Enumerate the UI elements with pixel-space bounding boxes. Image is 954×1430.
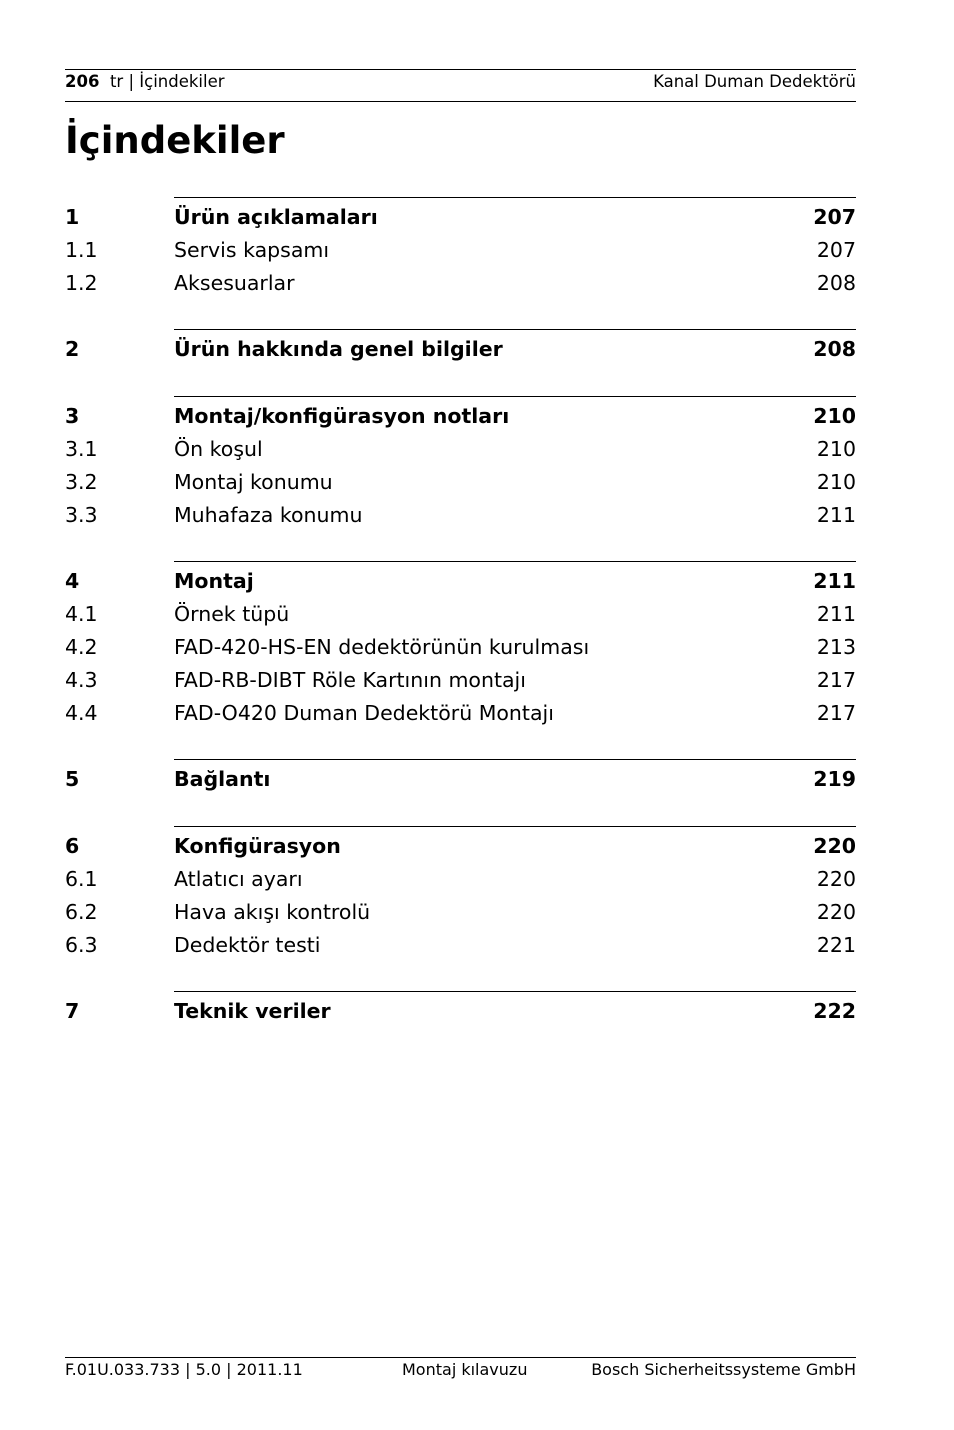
toc-entry-page: 222	[813, 999, 856, 1024]
toc-entry-title: Montaj konumu	[174, 469, 333, 494]
toc-entry-page: 210	[816, 436, 856, 461]
toc-subsection-entry[interactable]	[65, 664, 856, 697]
toc-entry-number: 6.2	[65, 899, 98, 924]
toc-chapter-section	[65, 561, 856, 729]
page-title: İçindekiler	[65, 119, 285, 162]
toc-entry-number: 4.1	[65, 602, 98, 627]
toc-entry-page: 217	[816, 700, 856, 725]
toc-entry-number: 5	[65, 767, 80, 792]
toc-entry-page: 210	[816, 469, 856, 494]
toc-entry-page: 208	[816, 270, 856, 295]
toc-subsection-entry[interactable]	[65, 433, 856, 466]
toc-entry-page: 211	[816, 602, 856, 627]
toc-entry-number: 6.1	[65, 866, 98, 891]
footer-doc-type: Montaj kılavuzu	[402, 1360, 528, 1379]
toc-subsection-entry[interactable]	[65, 697, 856, 730]
toc-entry-page: 217	[816, 667, 856, 692]
toc-entry-page: 211	[813, 569, 856, 594]
header-left	[65, 72, 225, 92]
toc-subsection-entry[interactable]	[65, 234, 856, 267]
toc-entry-number: 3	[65, 404, 80, 429]
header-top-rule	[65, 69, 856, 70]
toc-entry-title: Ön koşul	[174, 436, 263, 461]
toc-entry-number: 1.1	[65, 237, 98, 262]
toc-chapter-section	[65, 759, 856, 796]
toc-entry-title: Servis kapsamı	[174, 237, 330, 262]
toc-entry-title: Teknik veriler	[174, 999, 331, 1024]
toc-subsection-entry[interactable]	[65, 267, 856, 300]
toc-chapter-section	[65, 826, 856, 961]
toc-chapter-entry[interactable]	[65, 333, 856, 366]
toc-subsection-entry[interactable]	[65, 499, 856, 532]
toc-entry-number: 4.2	[65, 634, 98, 659]
toc-subsection-entry[interactable]	[65, 929, 856, 962]
toc-entry-number: 6	[65, 834, 80, 859]
toc-entry-page: 220	[816, 899, 856, 924]
toc-entry-number: 1	[65, 205, 80, 229]
toc-chapter-section	[65, 329, 856, 366]
footer-company: Bosch Sicherheitssysteme GmbH	[591, 1360, 856, 1379]
toc-chapter-section	[65, 197, 856, 299]
toc-chapter-entry[interactable]	[65, 763, 856, 796]
toc-entry-number: 4.4	[65, 700, 98, 725]
toc-entry-title: Montaj/konfigürasyon notları	[174, 404, 510, 429]
footer-doc-id: F.01U.033.733 | 5.0 | 2011.11	[65, 1360, 303, 1379]
toc-chapter-entry[interactable]	[65, 995, 856, 1028]
toc-chapter-section	[65, 396, 856, 531]
toc-entry-title: Örnek tüpü	[174, 602, 290, 627]
toc-entry-number: 3.1	[65, 436, 98, 461]
toc-entry-number: 3.3	[65, 502, 98, 527]
toc-entry-page: 220	[813, 834, 856, 859]
toc-chapter-entry[interactable]	[65, 400, 856, 433]
toc-entry-title: Muhafaza konumu	[174, 502, 363, 527]
toc-entry-number: 4	[65, 569, 80, 594]
toc-entry-title: Atlatıcı ayarı	[174, 866, 303, 891]
toc-subsection-entry[interactable]	[65, 466, 856, 499]
toc-chapter-entry[interactable]	[65, 830, 856, 863]
toc-entry-page: 207	[816, 237, 856, 262]
toc-entry-page: 220	[816, 866, 856, 891]
toc-entry-title: Aksesuarlar	[174, 270, 295, 295]
page-number: 206	[65, 72, 100, 91]
toc-subsection-entry[interactable]	[65, 863, 856, 896]
footer-rule	[65, 1357, 856, 1358]
toc-entry-page: 208	[813, 337, 856, 362]
toc-entry-title: Bağlantı	[174, 767, 271, 792]
table-of-contents	[65, 197, 856, 1058]
toc-entry-title: Hava akışı kontrolü	[174, 899, 371, 924]
toc-entry-number: 7	[65, 999, 80, 1024]
header-breadcrumb: tr | İçindekiler	[109, 72, 225, 91]
header-doc-title: Kanal Duman Dedektörü	[653, 72, 856, 91]
toc-entry-page: 207	[813, 205, 856, 229]
toc-subsection-entry[interactable]	[65, 896, 856, 929]
toc-entry-page: 213	[816, 634, 856, 659]
toc-entry-number: 4.3	[65, 667, 98, 692]
toc-entry-page: 210	[813, 404, 856, 429]
toc-entry-title: FAD-O420 Duman Dedektörü Montajı	[174, 700, 554, 725]
toc-entry-page: 221	[816, 932, 856, 957]
toc-entry-number: 3.2	[65, 469, 98, 494]
toc-entry-title: FAD-RB-DIBT Röle Kartının montajı	[174, 667, 526, 692]
toc-entry-title: Ürün açıklamaları	[174, 205, 378, 229]
toc-entry-page: 219	[813, 767, 856, 792]
toc-entry-title: Montaj	[174, 569, 254, 594]
toc-entry-number: 6.3	[65, 932, 98, 957]
toc-chapter-section	[65, 991, 856, 1028]
toc-entry-title: Dedektör testi	[174, 932, 321, 957]
toc-entry-title: FAD-420-HS-EN dedektörünün kurulması	[174, 634, 590, 659]
toc-chapter-entry[interactable]	[65, 201, 856, 234]
toc-chapter-entry[interactable]	[65, 565, 856, 598]
toc-entry-number: 1.2	[65, 270, 98, 295]
toc-subsection-entry[interactable]	[65, 631, 856, 664]
toc-entry-page: 211	[816, 502, 856, 527]
toc-subsection-entry[interactable]	[65, 598, 856, 631]
toc-entry-title: Ürün hakkında genel bilgiler	[174, 337, 503, 362]
header-bottom-rule	[65, 101, 856, 102]
toc-entry-number: 2	[65, 337, 80, 362]
toc-entry-title: Konfigürasyon	[174, 834, 341, 859]
